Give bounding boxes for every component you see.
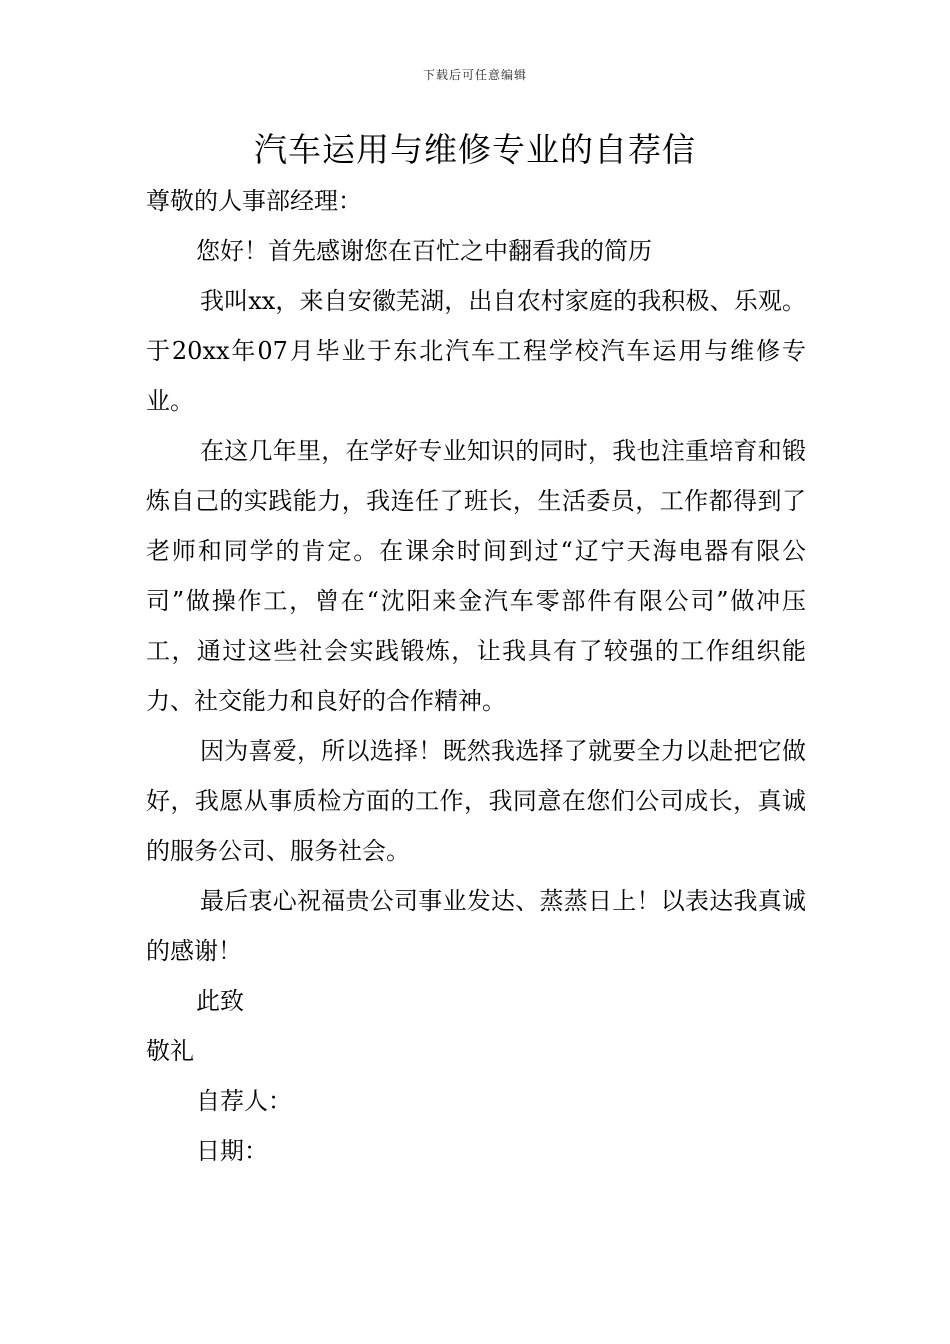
date-label: 日期： — [196, 1137, 268, 1165]
paragraph-motivation: 因为喜爱，所以选择！既然我选择了就要全力以赴把它做好，我愿从事质检方面的工作，我同意在您们公司成长，真诚的服务公司、服务社会。 — [146, 737, 806, 865]
signer-label: 自荐人： — [196, 1087, 292, 1115]
salutation: 尊敬的人事部经理： — [146, 187, 362, 215]
page-title: 汽车运用与维修专业的自荐信 — [254, 130, 696, 169]
paragraph-intro: 我叫xx，来自安徽芜湖，出自农村家庭的我积极、乐观。于20xx年07月毕业于东北汽车工程学校汽车运用与维修专业。 — [146, 287, 806, 415]
header-note: 下载后可任意编辑 — [422, 68, 527, 82]
letter-body — [146, 176, 806, 1176]
closing-salute: 敬礼 — [146, 1037, 194, 1065]
paragraph-experience: 在这几年里，在学好专业知识的同时，我也注重培育和锻炼自己的实践能力，我连任了班长，生活委员，工作都得到了老师和同学的肯定。在课余时间到过“辽宁天海电器有限公司”做操作工，曾在“沈阳来金汽车零部件有限公司”做冲压工，通过这些社会实践锻炼，让我具有了较强的工作组织能力、社交能力和良好的合作精神。 — [146, 437, 806, 715]
paragraph-thanks: 最后衷心祝福贵公司事业发达、蒸蒸日上！以表达我真诚的感谢！ — [146, 887, 806, 965]
greeting: 您好！首先感谢您在百忙之中翻看我的简历 — [196, 237, 652, 265]
closing-phrase: 此致 — [196, 987, 244, 1015]
